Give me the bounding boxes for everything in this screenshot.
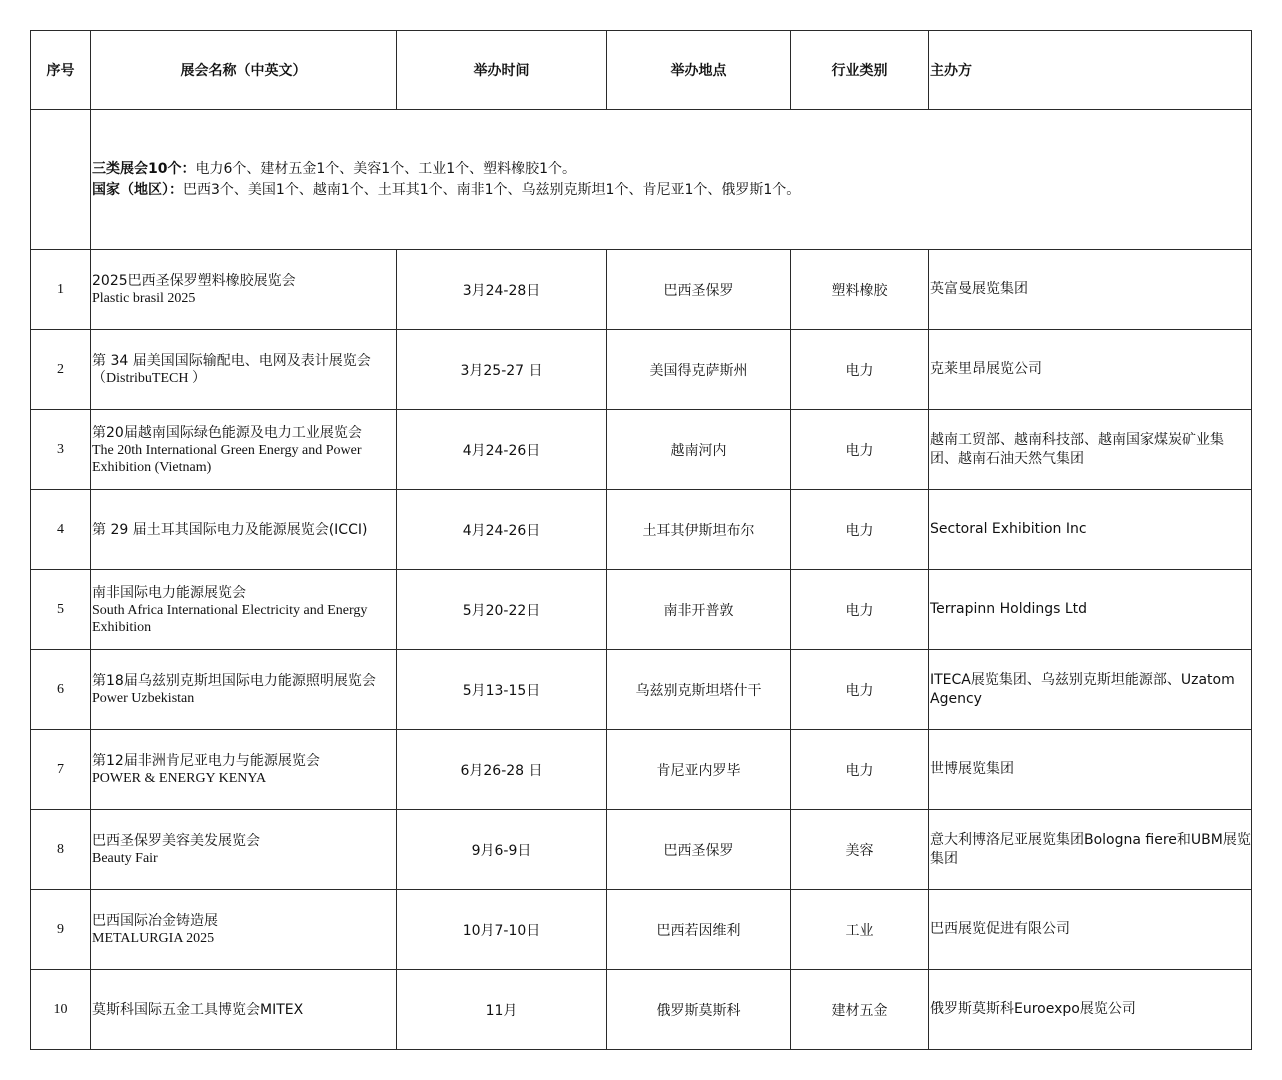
row-index: 3 bbox=[31, 410, 91, 490]
table-row bbox=[31, 250, 1252, 330]
exhibition-place: 肯尼亚内罗毕 bbox=[607, 730, 791, 810]
exhibition-name-zh: 莫斯科国际五金工具博览会MITEX bbox=[92, 1001, 304, 1018]
exhibition-name-zh: 巴西圣保罗美容美发展览会 bbox=[92, 833, 260, 849]
exhibition-name-cell bbox=[91, 730, 397, 810]
exhibition-organizer: 克莱里昂展览公司 bbox=[929, 330, 1252, 410]
exhibition-place: 南非开普敦 bbox=[607, 570, 791, 650]
exhibition-time: 5月20-22日 bbox=[397, 570, 607, 650]
table-row bbox=[31, 810, 1252, 890]
header-index: 序号 bbox=[31, 31, 91, 110]
row-index: 4 bbox=[31, 490, 91, 570]
table-row bbox=[31, 650, 1252, 730]
row-index: 8 bbox=[31, 810, 91, 890]
exhibition-name-en: South Africa International Electricity and Energy Exhibition bbox=[92, 602, 368, 635]
exhibition-name-cell bbox=[91, 810, 397, 890]
exhibition-name-en: METALURGIA 2025 bbox=[92, 931, 215, 946]
row-index: 5 bbox=[31, 570, 91, 650]
exhibition-organizer: 巴西展览促进有限公司 bbox=[929, 890, 1252, 970]
row-index: 2 bbox=[31, 330, 91, 410]
row-index: 6 bbox=[31, 650, 91, 730]
exhibition-name-zh: 第12届非洲肯尼亚电力与能源展览会 bbox=[92, 753, 320, 769]
exhibition-table bbox=[30, 30, 1252, 1050]
exhibition-industry: 电力 bbox=[791, 570, 929, 650]
exhibition-place: 美国得克萨斯州 bbox=[607, 330, 791, 410]
exhibition-industry: 电力 bbox=[791, 730, 929, 810]
exhibition-industry: 工业 bbox=[791, 890, 929, 970]
summary-row bbox=[31, 110, 1252, 250]
exhibition-organizer: Terrapinn Holdings Ltd bbox=[929, 570, 1252, 650]
exhibition-time: 11月 bbox=[397, 970, 607, 1050]
exhibition-organizer: 英富曼展览集团 bbox=[929, 250, 1252, 330]
exhibition-name-en: POWER & ENERGY KENYA bbox=[92, 771, 267, 786]
exhibition-name-cell bbox=[91, 890, 397, 970]
exhibition-place: 乌兹别克斯坦塔什干 bbox=[607, 650, 791, 730]
row-index: 7 bbox=[31, 730, 91, 810]
table-row bbox=[31, 330, 1252, 410]
exhibition-time: 3月24-28日 bbox=[397, 250, 607, 330]
exhibition-name-cell bbox=[91, 410, 397, 490]
exhibition-name-zh: 2025巴西圣保罗塑料橡胶展览会 bbox=[92, 273, 296, 289]
header-place: 举办地点 bbox=[607, 31, 791, 110]
exhibition-place: 越南河内 bbox=[607, 410, 791, 490]
exhibition-name-zh: 第20届越南国际绿色能源及电力工业展览会 bbox=[92, 424, 362, 441]
exhibition-organizer: Sectoral Exhibition Inc bbox=[929, 490, 1252, 570]
exhibition-name-en: （DistribuTECH ） bbox=[92, 371, 206, 386]
exhibition-place: 巴西圣保罗 bbox=[607, 810, 791, 890]
table-row bbox=[31, 730, 1252, 810]
exhibition-name-cell bbox=[91, 970, 397, 1050]
table-row bbox=[31, 490, 1252, 570]
exhibition-organizer: 世博展览集团 bbox=[929, 730, 1252, 810]
header-organizer: 主办方 bbox=[929, 31, 1252, 110]
summary-index-cell bbox=[31, 110, 91, 250]
row-index: 9 bbox=[31, 890, 91, 970]
exhibition-organizer: ITECA展览集团、乌兹别克斯坦能源部、Uzatom Agency bbox=[929, 650, 1252, 730]
exhibition-industry: 电力 bbox=[791, 490, 929, 570]
exhibition-time: 3月25-27 日 bbox=[397, 330, 607, 410]
summary-countries-label: 国家（地区）： bbox=[92, 181, 183, 198]
row-index: 1 bbox=[31, 250, 91, 330]
exhibition-name-zh: 巴西国际冶金铸造展 bbox=[92, 913, 218, 929]
exhibition-time: 4月24-26日 bbox=[397, 410, 607, 490]
exhibition-name-cell bbox=[91, 650, 397, 730]
header-industry: 行业类别 bbox=[791, 31, 929, 110]
exhibition-name-zh: 南非国际电力能源展览会 bbox=[92, 584, 246, 601]
exhibition-time: 9月6-9日 bbox=[397, 810, 607, 890]
summary-line-categories bbox=[91, 159, 1251, 180]
exhibition-industry: 建材五金 bbox=[791, 970, 929, 1050]
exhibition-name-cell bbox=[91, 330, 397, 410]
exhibition-time: 6月26-28 日 bbox=[397, 730, 607, 810]
exhibition-time: 5月13-15日 bbox=[397, 650, 607, 730]
exhibition-name-cell bbox=[91, 490, 397, 570]
exhibition-place: 俄罗斯莫斯科 bbox=[607, 970, 791, 1050]
exhibition-place: 巴西圣保罗 bbox=[607, 250, 791, 330]
exhibition-industry: 塑料橡胶 bbox=[791, 250, 929, 330]
header-time: 举办时间 bbox=[397, 31, 607, 110]
summary-cell bbox=[91, 110, 1252, 250]
table-row bbox=[31, 570, 1252, 650]
exhibition-name-en: Beauty Fair bbox=[92, 851, 158, 866]
exhibition-name-zh: 第 34 届美国国际输配电、电网及表计展览会 bbox=[92, 353, 371, 369]
summary-categories-label: 三类展会10个： bbox=[92, 160, 196, 177]
summary-categories-text: 电力6个、建材五金1个、美容1个、工业1个、塑料橡胶1个。 bbox=[195, 160, 577, 177]
exhibition-industry: 电力 bbox=[791, 650, 929, 730]
exhibition-name-en: Power Uzbekistan bbox=[92, 691, 195, 706]
exhibition-industry: 电力 bbox=[791, 410, 929, 490]
exhibition-organizer: 越南工贸部、越南科技部、越南国家煤炭矿业集团、越南石油天然气集团 bbox=[929, 410, 1252, 490]
exhibition-place: 巴西若因维利 bbox=[607, 890, 791, 970]
exhibition-industry: 电力 bbox=[791, 330, 929, 410]
header-name: 展会名称（中英文） bbox=[91, 31, 397, 110]
exhibition-name-cell bbox=[91, 570, 397, 650]
row-index: 10 bbox=[31, 970, 91, 1050]
exhibition-name-en: Plastic brasil 2025 bbox=[92, 291, 196, 306]
exhibition-organizer: 俄罗斯莫斯科Euroexpo展览公司 bbox=[929, 970, 1252, 1050]
exhibition-name-cell bbox=[91, 250, 397, 330]
table-row bbox=[31, 970, 1252, 1050]
exhibition-time: 4月24-26日 bbox=[397, 490, 607, 570]
exhibition-time: 10月7-10日 bbox=[397, 890, 607, 970]
table-row bbox=[31, 410, 1252, 490]
summary-line-countries bbox=[91, 180, 1251, 201]
summary-countries-text: 巴西3个、美国1个、越南1个、土耳其1个、南非1个、乌兹别克斯坦1个、肯尼亚1个、俄罗斯1个。 bbox=[183, 181, 801, 198]
header-row bbox=[31, 31, 1252, 110]
exhibition-industry: 美容 bbox=[791, 810, 929, 890]
table-row bbox=[31, 890, 1252, 970]
exhibition-name-zh: 第18届乌兹别克斯坦国际电力能源照明展览会 bbox=[92, 673, 376, 689]
exhibition-name-zh: 第 29 届土耳其国际电力及能源展览会(ICCI) bbox=[92, 521, 368, 538]
exhibition-name-en: The 20th International Green Energy and Power Exhibition (Vietnam) bbox=[92, 442, 362, 475]
exhibition-organizer: 意大利博洛尼亚展览集团Bologna fiere和UBM展览集团 bbox=[929, 810, 1252, 890]
exhibition-place: 土耳其伊斯坦布尔 bbox=[607, 490, 791, 570]
